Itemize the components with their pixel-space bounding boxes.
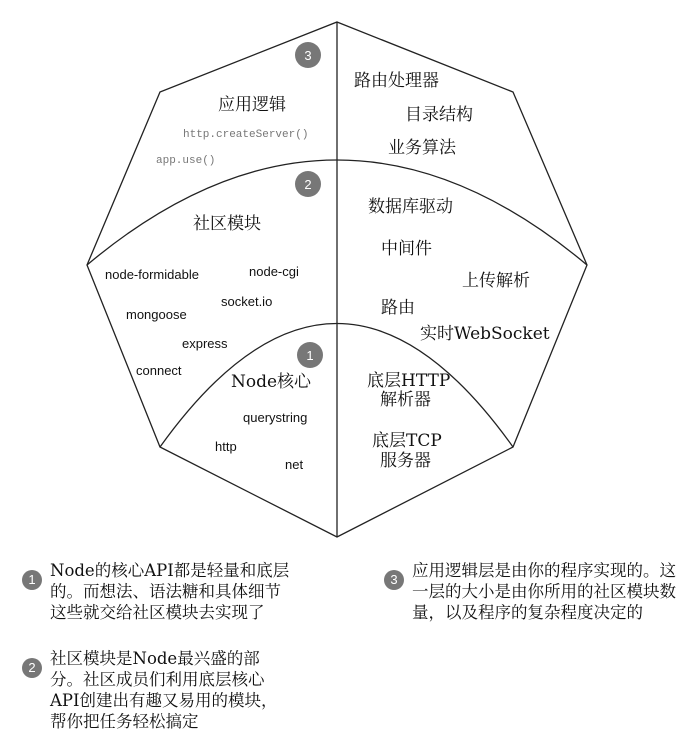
module-express: express (182, 336, 228, 351)
note-badge-3: 3 (384, 570, 404, 590)
module-node-cgi: node-cgi (249, 264, 299, 279)
item-routing: 路由 (381, 298, 415, 318)
module-querystring: querystring (243, 410, 308, 425)
item-tcp-server-1: 底层TCP (372, 431, 442, 451)
item-http-parser-1: 底层HTTP (367, 371, 451, 391)
note-3 (384, 560, 682, 623)
badge-3 (295, 42, 321, 68)
item-tcp-server-2: 服务器 (380, 451, 431, 471)
note-text-1: Node的核心API都是轻量和底层的。而想法、语法糖和具体细节这些就交给社区模块去实现了 (50, 561, 290, 622)
module-http: http (215, 439, 237, 454)
community-title: 社区模块 (193, 214, 261, 234)
module-mongoose: mongoose (126, 307, 187, 322)
module-net: net (285, 457, 304, 472)
item-business-algorithm: 业务算法 (388, 138, 456, 158)
item-http-parser-2: 解析器 (380, 390, 431, 410)
note-text-3: 应用逻辑层是由你的程序实现的。这一层的大小是由你所用的社区模块数量，以及程序的复杂程度决定的 (412, 561, 676, 622)
svg-text:3: 3 (304, 48, 312, 63)
item-route-handler: 路由处理器 (354, 71, 439, 91)
note-1 (22, 560, 290, 623)
module-connect: connect (136, 363, 182, 378)
code-create-server: http.createServer() (183, 129, 309, 141)
note-text-2: 社区模块是Node最兴盛的部分。社区成员们利用底层核心API创建出有趣又易用的模块，帮你把任务轻松搞定 (50, 649, 278, 731)
note-badge-2: 2 (22, 658, 42, 678)
item-middleware: 中间件 (381, 239, 432, 259)
note-2 (22, 648, 290, 732)
badge-1 (297, 342, 323, 368)
code-app-use: app.use() (156, 155, 216, 167)
item-directory-structure: 目录结构 (405, 105, 473, 125)
item-upload-parse: 上传解析 (462, 271, 530, 291)
svg-text:2: 2 (304, 177, 312, 192)
item-websocket: 实时WebSocket (420, 324, 550, 344)
badge-2 (295, 171, 321, 197)
module-socket-io: socket.io (221, 294, 273, 309)
core-title: Node核心 (231, 372, 312, 392)
note-badge-1: 1 (22, 570, 42, 590)
app-logic-title: 应用逻辑 (218, 95, 286, 115)
item-db-driver: 数据库驱动 (368, 197, 453, 217)
svg-text:1: 1 (306, 348, 314, 363)
module-node-formidable: node-formidable (105, 267, 199, 282)
